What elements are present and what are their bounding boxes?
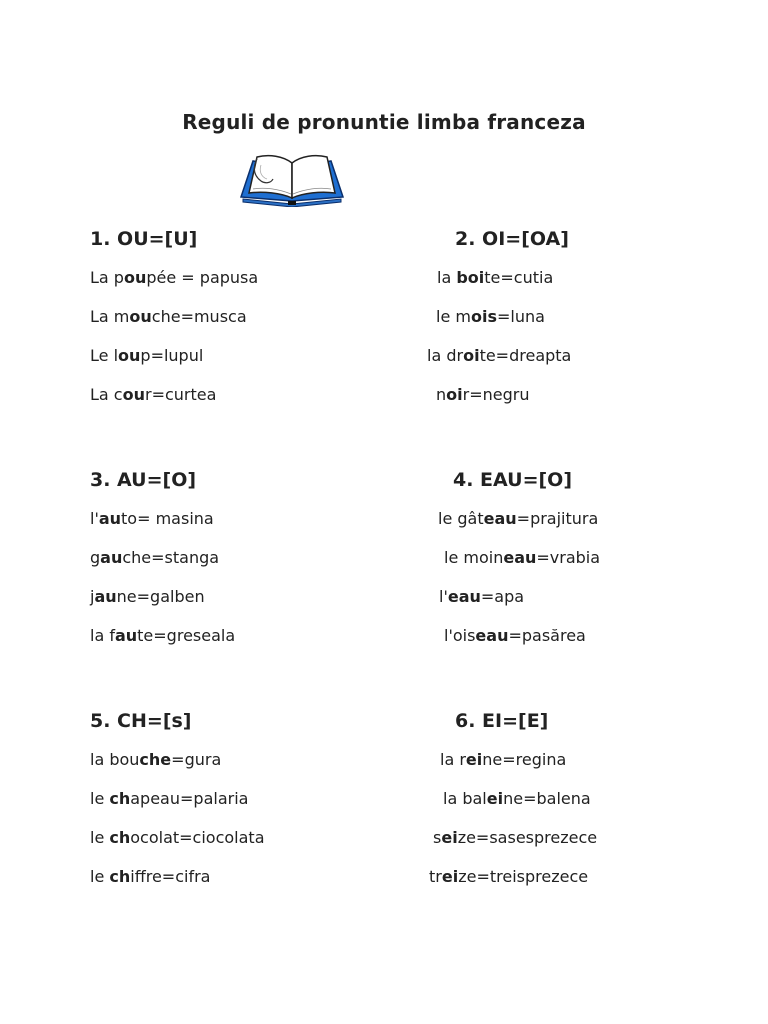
example-word bbox=[444, 548, 600, 567]
highlighted-sound: ou bbox=[123, 268, 147, 287]
example-word bbox=[90, 587, 205, 606]
highlighted-sound: oi bbox=[463, 346, 480, 365]
word-text: Le l bbox=[90, 346, 119, 365]
word-text: La c bbox=[90, 385, 123, 404]
word-text: le bbox=[90, 828, 110, 847]
page-title: Reguli de pronuntie limba franceza bbox=[182, 110, 586, 134]
example-word bbox=[429, 867, 588, 886]
word-text: to= masina bbox=[121, 509, 214, 528]
highlighted-sound: eau bbox=[447, 587, 481, 606]
example-word bbox=[90, 307, 247, 326]
highlighted-sound: eau bbox=[503, 548, 537, 567]
example-word bbox=[90, 626, 235, 645]
word-text: le m bbox=[436, 307, 471, 326]
rule-heading-1: 1. OU=[U] bbox=[90, 228, 198, 250]
word-text: =luna bbox=[496, 307, 545, 326]
word-text: la bal bbox=[443, 789, 487, 808]
word-text: la dr bbox=[427, 346, 464, 365]
example-word bbox=[90, 789, 248, 808]
example-word bbox=[436, 307, 545, 326]
word-text: ze=treisprezece bbox=[458, 867, 589, 886]
word-text: ne=galben bbox=[116, 587, 205, 606]
open-book-icon bbox=[239, 151, 345, 207]
highlighted-sound: boi bbox=[456, 268, 485, 287]
example-word bbox=[439, 587, 524, 606]
example-word bbox=[440, 750, 566, 769]
word-text: =apa bbox=[480, 587, 525, 606]
highlighted-sound: au bbox=[98, 509, 122, 528]
example-word bbox=[436, 385, 529, 404]
rule-heading-2: 2. OI=[OA] bbox=[455, 228, 569, 250]
rule-heading-5: 5. CH=[s] bbox=[90, 710, 192, 732]
highlighted-sound: ei bbox=[441, 867, 459, 886]
word-text: ze=sasesprezece bbox=[457, 828, 598, 847]
example-word bbox=[437, 268, 553, 287]
word-text: tr bbox=[429, 867, 442, 886]
word-text: =gura bbox=[171, 750, 222, 769]
rule-heading-4: 4. EAU=[O] bbox=[453, 469, 573, 491]
word-text: te=greseala bbox=[137, 626, 236, 645]
highlighted-sound: ou bbox=[118, 346, 141, 365]
word-text: iffre=cifra bbox=[130, 867, 211, 886]
word-text: le gât bbox=[438, 509, 484, 528]
word-text: apeau=palaria bbox=[130, 789, 249, 808]
highlighted-sound: au bbox=[94, 587, 117, 606]
word-text: l' bbox=[439, 587, 448, 606]
rule-heading-3: 3. AU=[O] bbox=[90, 469, 197, 491]
example-word bbox=[90, 548, 219, 567]
word-text: La p bbox=[90, 268, 124, 287]
example-word bbox=[443, 789, 591, 808]
word-text: ne=balena bbox=[503, 789, 591, 808]
highlighted-sound: eau bbox=[483, 509, 517, 528]
highlighted-sound: che bbox=[139, 750, 172, 769]
word-text: pée = papusa bbox=[146, 268, 259, 287]
word-text: la bou bbox=[90, 750, 140, 769]
word-text: r=curtea bbox=[145, 385, 217, 404]
word-text: s bbox=[433, 828, 442, 847]
example-word bbox=[90, 268, 258, 287]
word-text: g bbox=[90, 548, 101, 567]
example-word bbox=[90, 867, 210, 886]
highlighted-sound: ch bbox=[109, 828, 131, 847]
highlighted-sound: au bbox=[114, 626, 138, 645]
word-text: le bbox=[90, 789, 110, 808]
word-text: p=lupul bbox=[140, 346, 204, 365]
word-text: j bbox=[90, 587, 95, 606]
word-text: la bbox=[437, 268, 457, 287]
highlighted-sound: ch bbox=[109, 789, 131, 808]
word-text: la f bbox=[90, 626, 115, 645]
word-text: ne=regina bbox=[482, 750, 567, 769]
highlighted-sound: ch bbox=[109, 867, 131, 886]
highlighted-sound: ou bbox=[129, 307, 152, 326]
example-word bbox=[90, 346, 203, 365]
word-text: te=dreapta bbox=[479, 346, 572, 365]
word-text: che=musca bbox=[151, 307, 247, 326]
highlighted-sound: ou bbox=[122, 385, 145, 404]
highlighted-sound: eau bbox=[475, 626, 509, 645]
word-text: le bbox=[90, 867, 110, 886]
word-text: la r bbox=[440, 750, 466, 769]
example-word bbox=[90, 385, 216, 404]
highlighted-sound: oi bbox=[446, 385, 463, 404]
word-text: l'ois bbox=[444, 626, 476, 645]
highlighted-sound: ois bbox=[470, 307, 497, 326]
example-word bbox=[433, 828, 597, 847]
word-text: l' bbox=[90, 509, 99, 528]
word-text: ocolat=ciocolata bbox=[130, 828, 265, 847]
highlighted-sound: ei bbox=[465, 750, 483, 769]
word-text: te=cutia bbox=[484, 268, 554, 287]
word-text: =prajitura bbox=[516, 509, 599, 528]
highlighted-sound: ei bbox=[441, 828, 458, 847]
word-text: che=stanga bbox=[122, 548, 220, 567]
example-word bbox=[427, 346, 571, 365]
example-word bbox=[90, 750, 221, 769]
highlighted-sound: ei bbox=[486, 789, 504, 808]
highlighted-sound: au bbox=[100, 548, 123, 567]
word-text: =pasărea bbox=[508, 626, 586, 645]
example-word bbox=[438, 509, 598, 528]
example-word bbox=[90, 828, 265, 847]
rule-heading-6: 6. EI=[E] bbox=[455, 710, 549, 732]
word-text: =vrabia bbox=[536, 548, 601, 567]
word-text: r=negru bbox=[462, 385, 530, 404]
example-word bbox=[90, 509, 214, 528]
word-text: n bbox=[436, 385, 447, 404]
word-text: le moin bbox=[444, 548, 504, 567]
word-text: La m bbox=[90, 307, 130, 326]
example-word bbox=[444, 626, 586, 645]
